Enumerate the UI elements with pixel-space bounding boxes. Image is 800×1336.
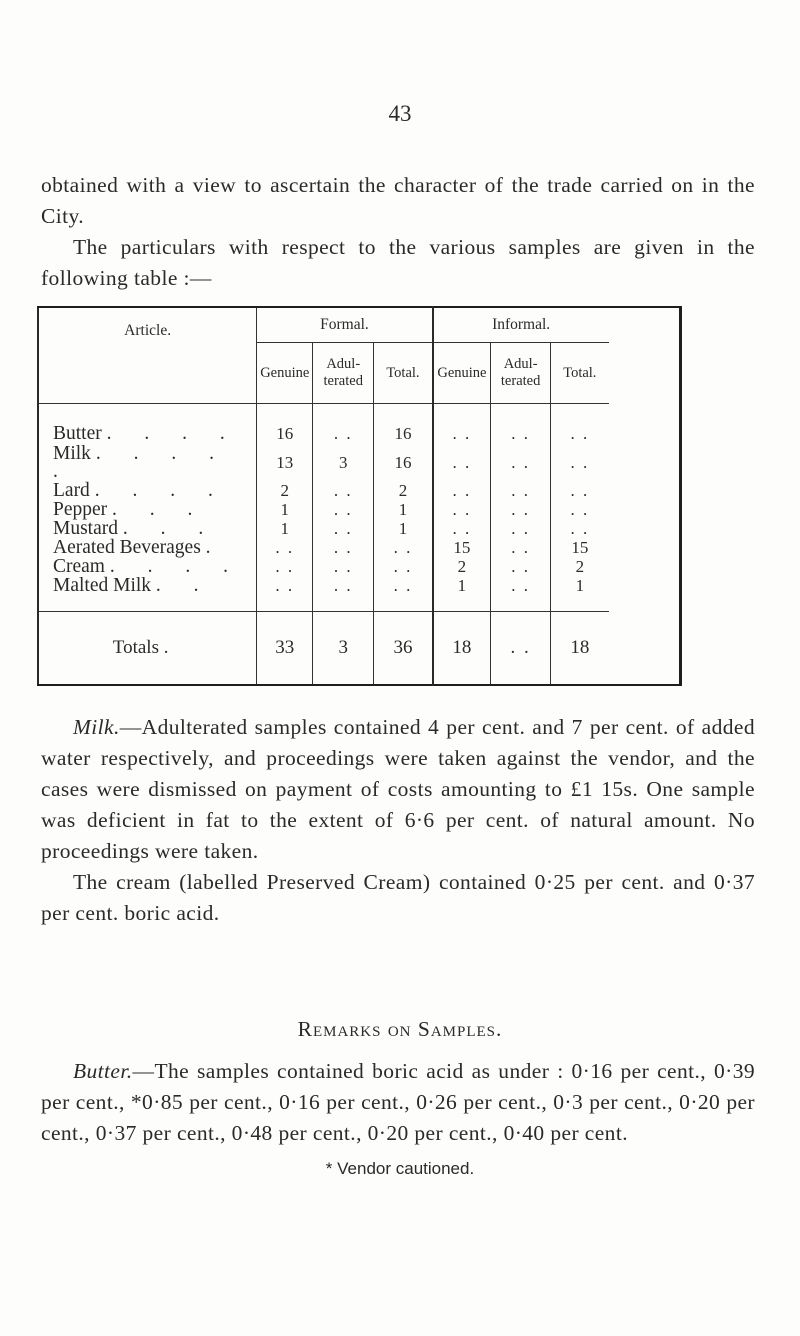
milk-paragraph: Milk.—Adulterated samples contained 4 per cent. and 7 per cent. of added water respectively, and proceedings were taken against the vendor, and the cases were dismissed on payment of costs amounting to £1 15s. One sample was deficient in fat to the extent of 6·6 per cent. of natural amount. No proceedings were taken.	[41, 715, 755, 863]
intro-paragraph-2: The particulars with respect to the various samples are given in the following table :—	[41, 235, 755, 290]
cream-paragraph: The cream (labelled Preserved Cream) contained 0·25 per cent. and 0·37 per cent. boric acid.	[41, 870, 755, 925]
table-row: Butter . . . . 16 . . 16 . . . . . .	[38, 404, 681, 445]
totals-row: Totals . 33 3 36 18 . . 18	[38, 612, 681, 685]
body-text	[41, 712, 755, 929]
table-row: Lard . . . . 2 . . 2 . . . . . .	[38, 482, 681, 501]
table-row: Aerated Beverages . . . . . . . 15 . . 15	[38, 539, 681, 558]
table-row: Mustard . . . 1 . . 1 . . . . . .	[38, 520, 681, 539]
header-formal: Formal.	[257, 307, 433, 343]
footnote: * Vendor cautioned.	[325, 1159, 475, 1178]
table-row: Pepper . . . 1 . . 1 . . . . . .	[38, 501, 681, 520]
header-informal-genuine: Genuine	[433, 343, 491, 404]
table-row: Cream . . . . . . . . . . 2 . . 2	[38, 558, 681, 577]
header-formal-genuine: Genuine	[257, 343, 313, 404]
row-name: Cream	[53, 556, 105, 578]
table-row: Malted Milk . . . . . . . . 1 . . 1	[38, 577, 681, 596]
row-name: Butter	[53, 423, 102, 444]
header-formal-total: Total.	[374, 343, 433, 404]
row-name: Pepper	[53, 499, 108, 521]
table-row: Milk . . . . . 13 3 16 . . . . . .	[38, 444, 681, 482]
row-name: Malted Milk	[53, 575, 152, 597]
totals-label: Totals	[112, 637, 159, 659]
samples-table	[37, 306, 682, 686]
header-informal-adulterated: Adul- terated	[491, 343, 551, 404]
remarks-heading: Remarks on Samples.	[297, 1017, 503, 1041]
butter-section	[41, 1056, 755, 1149]
row-name: Aerated Beverages	[53, 537, 201, 559]
row-name: Milk	[53, 442, 91, 464]
row-name: Lard	[53, 480, 90, 502]
page-number: 43	[388, 101, 412, 126]
header-informal-total: Total.	[551, 343, 609, 404]
header-article: Article.	[38, 307, 257, 404]
row-name: Mustard	[53, 518, 118, 540]
butter-paragraph: Butter.—The samples contained boric acid as under : 0·16 per cent., 0·39 per cent., *0·85 per cent., 0·16 per cent., 0·26 per cent., 0·3 per cent., 0·20 per cent., 0·37 per cent., 0·48 per cent., 0·20 per cent., 0·40 per cent.	[41, 1059, 755, 1145]
intro-text	[41, 170, 755, 294]
header-informal: Informal.	[433, 307, 609, 343]
intro-paragraph-1: obtained with a view to ascertain the character of the trade carried on in the City.	[41, 173, 755, 228]
header-formal-adulterated: Adul- terated	[313, 343, 374, 404]
